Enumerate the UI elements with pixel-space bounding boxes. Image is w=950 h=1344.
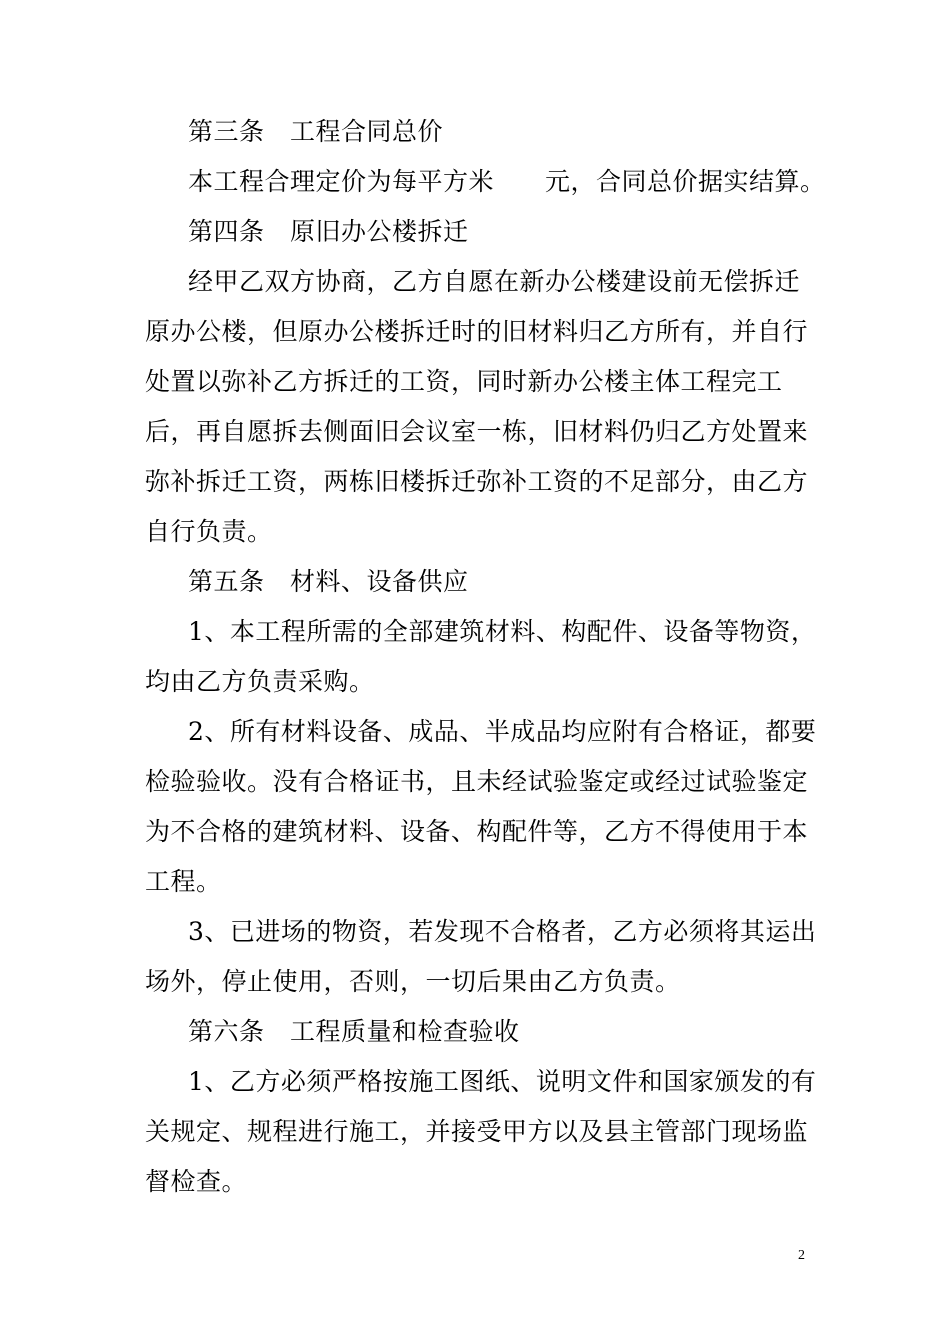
text-line: 后，再自愿拆去侧面旧会议室一栋，旧材料仍归乙方处置来 [145,417,809,446]
text-line: 弥补拆迁工资，两栋旧楼拆迁弥补工资的不足部分，由乙方 [145,467,809,496]
article-6-heading: 第六条 工程质量和检查验收 [188,1017,520,1046]
text-line: 1、乙方必须严格按施工图纸、说明文件和国家颁发的有 [188,1067,817,1096]
page-number: 2 [798,1248,805,1263]
article-5-heading: 第五条 材料、设备供应 [188,567,469,596]
text-line: 检验验收。没有合格证书，且未经试验鉴定或经过试验鉴定 [145,767,809,796]
text-line: 1、本工程所需的全部建筑材料、构配件、设备等物资， [188,617,817,646]
text-line: 工程。 [145,867,222,896]
text-line: 督检查。 [145,1167,248,1196]
text-line: 本工程合理定价为每平方米 元，合同总价据实结算。 [188,167,826,196]
article-3-heading: 第三条 工程合同总价 [188,117,444,146]
text-line: 场外，停止使用，否则，一切后果由乙方负责。 [145,967,681,996]
text-line: 处置以弥补乙方拆迁的工资，同时新办公楼主体工程完工 [145,367,783,396]
text-line: 自行负责。 [145,517,273,546]
text-line: 2、所有材料设备、成品、半成品均应附有合格证，都要 [188,717,817,746]
text-line: 3、已进场的物资，若发现不合格者，乙方必须将其运出 [188,917,817,946]
article-4-heading: 第四条 原旧办公楼拆迁 [188,217,469,246]
text-line: 原办公楼，但原办公楼拆迁时的旧材料归乙方所有，并自行 [145,317,809,346]
text-line: 关规定、规程进行施工，并接受甲方以及县主管部门现场监 [145,1117,809,1146]
text-line: 为不合格的建筑材料、设备、构配件等，乙方不得使用于本 [145,817,809,846]
text-line: 经甲乙双方协商，乙方自愿在新办公楼建设前无偿拆迁 [188,267,801,296]
text-line: 均由乙方负责采购。 [145,667,375,696]
